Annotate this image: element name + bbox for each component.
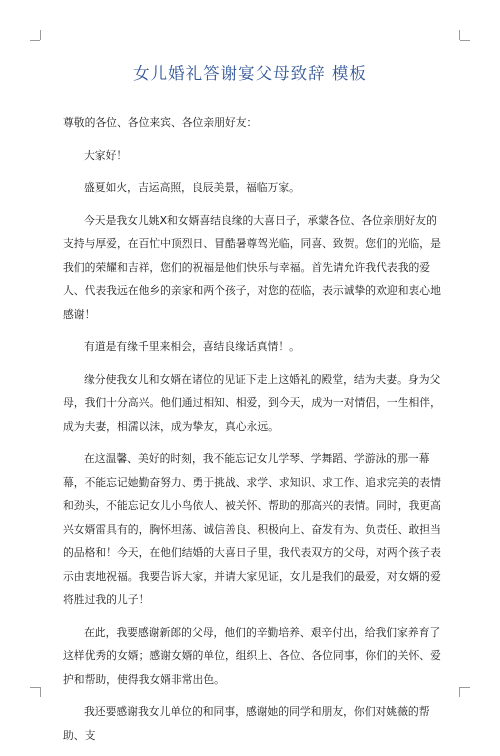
crop-mark-bottom-left-horizontal bbox=[30, 687, 40, 688]
crop-mark-top-left-horizontal bbox=[30, 40, 40, 41]
crop-mark-bottom-left-vertical bbox=[40, 687, 41, 697]
body-paragraph: 今天是我女儿姚X和女婿喜结良缘的大喜日子，承蒙各位、各位亲朋好友的支持与厚爱，在百忙中顶烈日、冒酷暑尊驾光临，同喜、致贺。您们的光临，是我们的荣耀和吉祥，您们的祝福是他们快乐与幸福。首先请允许我代表我的爱人、代表我远在他乡的亲家和两个孩子，对您的莅临，表示诚挚的欢迎和衷心地感谢！ bbox=[63, 213, 441, 321]
crop-mark-bottom-right-horizontal bbox=[460, 687, 470, 688]
body-paragraph: 在这温馨、美好的时刻，我不能忘记女儿学琴、学舞蹈、学游泳的那一幕幕，不能忘记她勤奋努力、勇于挑战、求学、求知识、求工作、追求完美的表情和劲头，不能忘记女儿小鸟依人、被关怀、帮助的那高兴的表情。同时，我更高兴女婿雷具有的，胸怀坦荡、诚信善良、积极向上、奋发有为、负责任、敢担当的品格和！今天，在他们结婚的大喜日子里，我代表双方的父母，对两个孩子表示由衷地祝福。我要告诉大家，并请大家见证，女儿是我们的最爱，对女婿的爱将胜过我的儿子！ bbox=[63, 452, 441, 606]
crop-mark-top-right-vertical bbox=[459, 30, 460, 40]
salutation-paragraph: 尊敬的各位、各位来宾、各位亲朋好友： bbox=[63, 116, 258, 129]
body-paragraph: 有道是有缘千里来相会，喜结良缘话真情！。 bbox=[84, 340, 300, 353]
body-paragraph: 缘分使我女儿和女婿在诸位的见证下走上这婚礼的殿堂，结为夫妻。身为父母，我们十分高兴。他们通过相知、相爱，到今天，成为一对情侣，一生相伴，成为夫妻，相濡以沫，成为挚友，真心永远。 bbox=[63, 372, 441, 433]
document-title: 女儿婚礼答谢宴父母致辞 模板 bbox=[133, 64, 367, 83]
body-paragraph: 我还要感谢我女儿单位的和同事，感谢她的同学和朋友，你们对姚薇的帮助、支 bbox=[63, 705, 430, 742]
crop-mark-top-left-vertical bbox=[40, 30, 41, 40]
document-body bbox=[63, 111, 443, 756]
greeting-paragraph: 大家好！ bbox=[84, 148, 128, 162]
crop-mark-bottom-right-vertical bbox=[459, 687, 460, 697]
body-paragraph: 在此，我要感谢新郎的父母，他们的辛勤培养、艰辛付出，给我们家养育了这样优秀的女婿；感谢女婿的单位，组织上、各位、各位同事，你们的关怀、爱护和帮助，使得我女婿非常出色。 bbox=[63, 625, 441, 686]
crop-mark-top-right-horizontal bbox=[460, 40, 470, 41]
opening-paragraph: 盛夏如火，吉运高照，良辰美景，福临万家。 bbox=[84, 181, 300, 194]
